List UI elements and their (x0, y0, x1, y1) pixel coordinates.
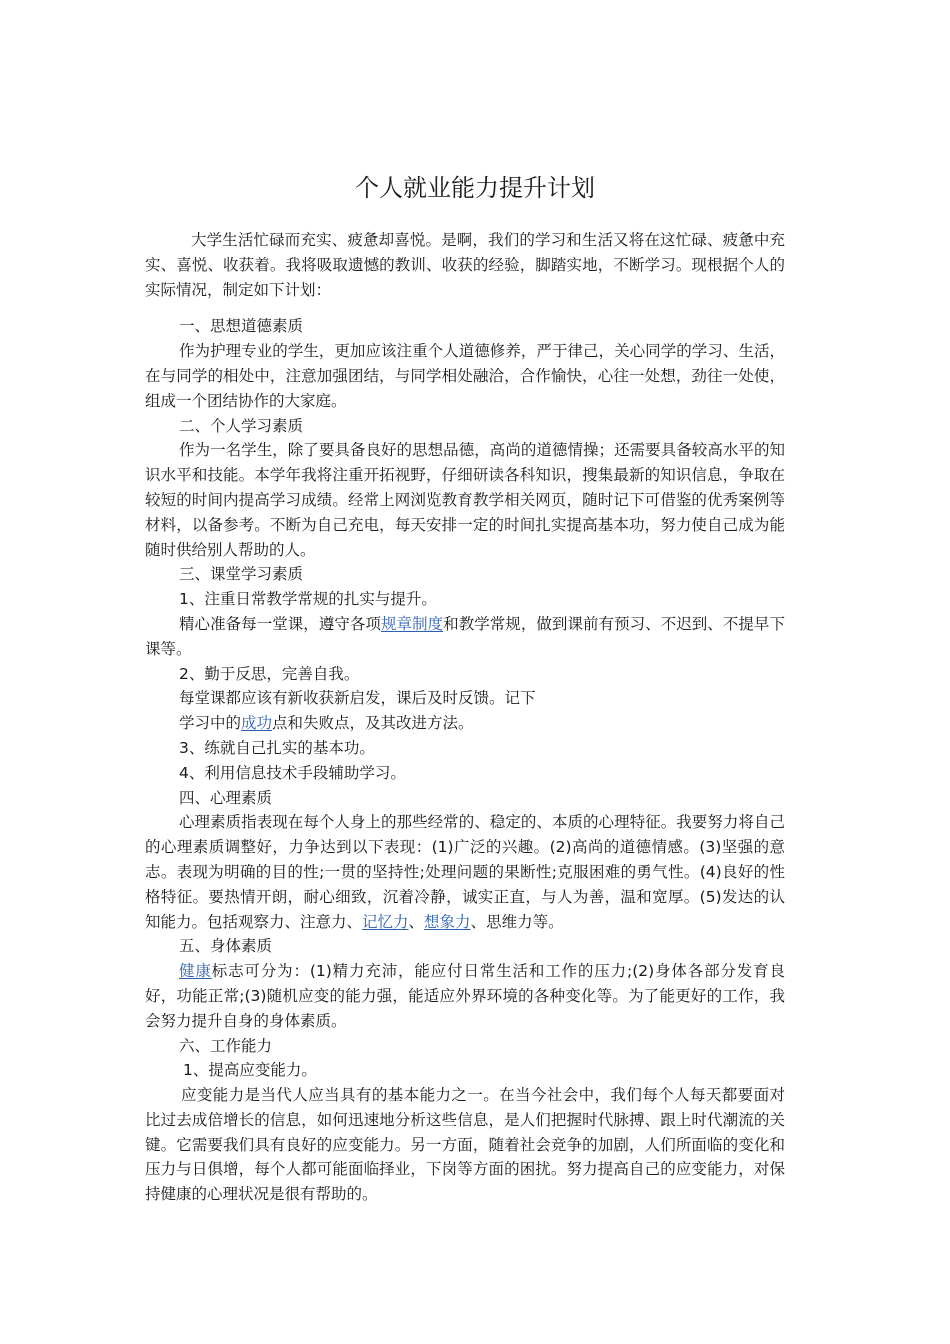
section-body-moral: 作为护理专业的学生，更加应该注重个人道德修养，严于律己，关心同学的学习、生活，在与同学的相处中，注意加强团结，与同学相处融洽，合作愉快，心往一处想，劲往一处使，组成一个团结协作的大家庭。 (145, 342, 785, 410)
section-heading-study: 二、个人学习素质 (179, 416, 304, 435)
classroom-item-2: 2、勤于反思，完善自我。 (179, 664, 360, 683)
section-body-study: 作为一名学生，除了要具备良好的思想品德，高尚的道德情操；还需要具备较高水平的知识水平和技能。本学年我将注重开拓视野，仔细研读各科知识，搜集最新的知识信息，争取在较短的时间内提高学习成绩。经常上网浏览教育教学相关网页，随时记下可借鉴的优秀案例等材料，以备参考。不断为自己充电，每天安排一定的时间扎实提高基本功，努力使自己成为能随时供给别人帮助的人。 (145, 441, 785, 559)
section-heading-work: 六、工作能力 (179, 1036, 273, 1055)
classroom-item-1-body: 精心准备每一堂课，遵守各项规章制度和教学常规，做到课前有预习、不迟到、不提早下课等。 (145, 614, 785, 658)
document-body (145, 228, 785, 1207)
section-heading-moral: 一、思想道德素质 (179, 317, 304, 336)
link-rules[interactable]: 规章制度 (381, 614, 444, 633)
intro-paragraph: 大学生活忙碌而充实、疲惫却喜悦。是啊，我们的学习和生活又将在这忙碌、疲惫中充实、喜悦、收获着。我将吸取遗憾的教训、收获的经验，脚踏实地，不断学习。现根据个人的实际情况，制定如下计划： (145, 231, 785, 299)
link-success[interactable]: 成功 (241, 714, 273, 733)
link-imagination[interactable]: 想象力 (424, 912, 471, 931)
classroom-item-3: 3、练就自己扎实的基本功。 (179, 738, 375, 757)
work-item-1: 1、提高应变能力。 (183, 1061, 317, 1080)
section-body-psychology: 心理素质指表现在每个人身上的那些经常的、稳定的、本质的心理特征。我要努力将自己的心理素质调整好，力争达到以下表现：(1)广泛的兴趣。(2)高尚的道德情感。(3)坚强的意志。表现为明确的目的性;一贯的坚持性;处理问题的果断性;克服困难的勇气性。(4)良好的性格特征。要热情开朗，耐心细致，沉着冷静，诚实正直，与人为善，温和宽厚。(5)发达的认知能力。包括观察力、注意力、记忆力、想象力、思维力等。 (145, 813, 785, 931)
link-memory[interactable]: 记忆力 (362, 912, 409, 931)
document-title: 个人就业能力提升计划 (355, 174, 595, 202)
classroom-item-2-line-2: 学习中的成功点和失败点，及其改进方法。 (179, 714, 474, 733)
classroom-item-4: 4、利用信息技术手段辅助学习。 (179, 763, 406, 782)
section-body-physical: 健康标志可分为：(1)精力充沛，能应付日常生活和工作的压力;(2)身体各部分发育良好，功能正常;(3)随机应变的能力强，能适应外界环境的各种变化等。为了能更好的工作，我会努力提升自身的身体素质。 (145, 962, 785, 1030)
section-heading-classroom: 三、课堂学习素质 (179, 565, 304, 584)
classroom-item-2-line-1: 每堂课都应该有新收获新启发，课后及时反馈。记下 (179, 689, 536, 708)
classroom-item-1: 1、注重日常教学常规的扎实与提升。 (179, 590, 437, 609)
link-health[interactable]: 健康 (179, 962, 212, 981)
section-heading-psychology: 四、心理素质 (179, 788, 273, 807)
work-item-1-body: 应变能力是当代人应当具有的基本能力之一。在当今社会中，我们每个人每天都要面对比过去成倍增长的信息，如何迅速地分析这些信息，是人们把握时代脉搏、跟上时代潮流的关键。它需要我们具有良好的应变能力。另一方面，随着社会竞争的加剧，人们所面临的变化和压力与日俱增，每个人都可能面临择业，下岗等方面的困扰。努力提高自己的应变能力，对保持健康的心理状况是很有帮助的。 (145, 1086, 785, 1204)
section-heading-physical: 五、身体素质 (179, 937, 273, 956)
